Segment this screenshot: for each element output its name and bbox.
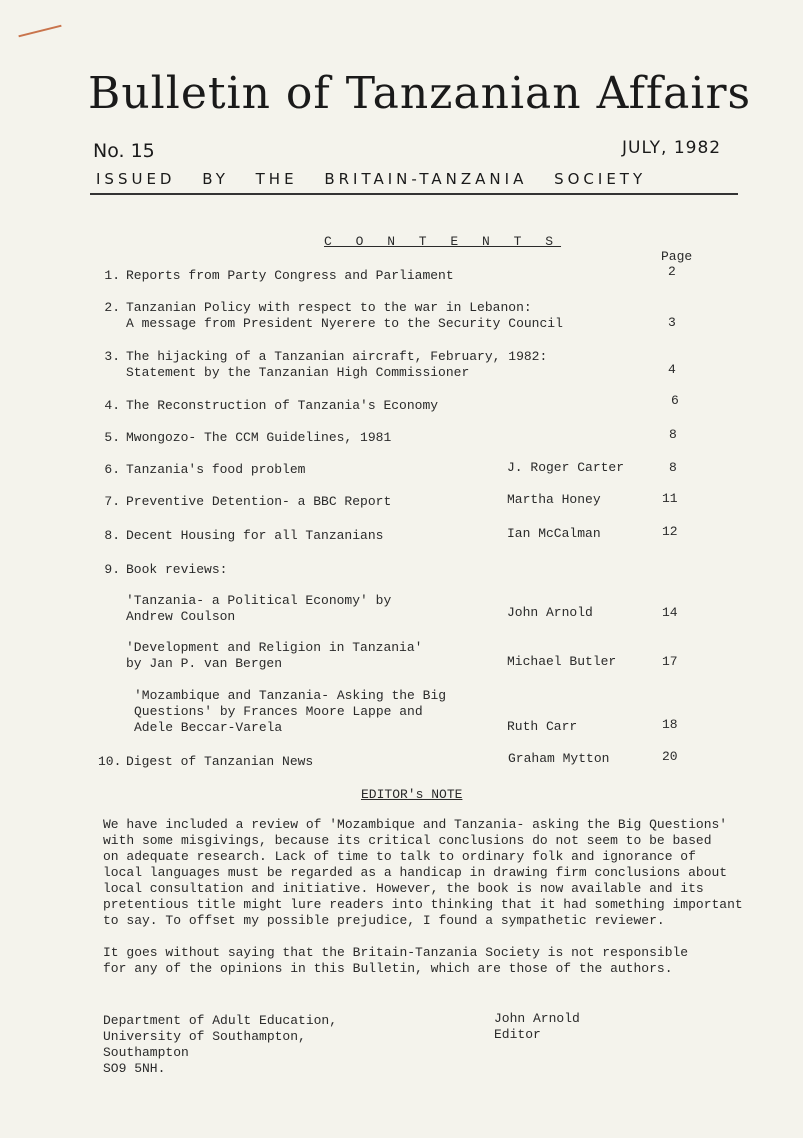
editors-note-paragraph: It goes without saying that the Britain-Tanzania Society is not responsible for any of the opinions in this Bulletin, which are those of the authors. (103, 945, 689, 976)
toc-author: Ruth Carr (507, 719, 578, 734)
toc-number: 6. (104, 462, 120, 477)
toc-author: Martha Honey (507, 492, 601, 507)
toc-author: Ian McCalman (507, 526, 601, 541)
toc-title: Preventive Detention- a BBC Report (126, 494, 392, 509)
toc-number: 9. (104, 562, 120, 577)
editors-note-paragraph: We have included a review of 'Mozambique and Tanzania- asking the Big Questions' with some misgivings, because its critical conclusions do not seem to be based on adequate research. Lack of time to talk to ordinary folk and ignorance of local languages must be regarded as a handicap in drawing firm conclusions about local consultation and initiative. However, the book is now available and its pretentious title might lure readers into thinking that it had something important to say. To offset my possible prejudice, I found a sympathetic reviewer. (103, 817, 743, 928)
toc-title: 'Tanzania- a Political Economy' by Andrew Coulson (126, 593, 392, 624)
toc-title: 'Mozambique and Tanzania- Asking the Big Questions' by Frances Moore Lappe and Adele Beccar-Varela (134, 688, 447, 735)
toc-page-number: 3 (668, 315, 676, 330)
toc-title: Digest of Tanzanian News (126, 754, 314, 769)
toc-page-number: 6 (671, 393, 679, 408)
masthead-title: Bulletin of Tanzanian Affairs (88, 68, 752, 119)
toc-title: Reports from Party Congress and Parliament (126, 268, 454, 283)
toc-page-number: 4 (668, 362, 676, 377)
toc-page-number: 20 (662, 749, 678, 764)
toc-page-number: 14 (662, 605, 678, 620)
toc-title: Tanzania's food problem (126, 462, 306, 477)
toc-number: 2. (104, 300, 120, 315)
toc-title: Mwongozo- The CCM Guidelines, 1981 (126, 430, 392, 445)
toc-title: Book reviews: (126, 562, 228, 577)
pen-mark (18, 25, 61, 38)
issued-by-line: ISSUED BY THE BRITAIN-TANZANIA SOCIETY (96, 170, 647, 188)
editor-signature: John Arnold Editor (494, 1011, 580, 1042)
issue-number: No. 15 (93, 140, 155, 162)
toc-page-number: 18 (662, 717, 678, 732)
toc-author: John Arnold (507, 605, 593, 620)
toc-title: The hijacking of a Tanzanian aircraft, February, 1982: Statement by the Tanzanian High Commissioner (126, 349, 548, 380)
toc-page-number: 8 (669, 427, 677, 442)
toc-title: 'Development and Religion in Tanzania' by Jan P. van Bergen (126, 640, 423, 671)
toc-author: Michael Butler (507, 654, 617, 669)
issue-date: JULY, 1982 (622, 138, 722, 158)
toc-number: 1. (104, 268, 120, 283)
toc-page-number: 8 (669, 460, 677, 475)
page-column-heading: Page (661, 249, 693, 264)
toc-page-number: 17 (662, 654, 678, 669)
toc-number: 3. (104, 349, 120, 364)
toc-number: 8. (104, 528, 120, 543)
contents-heading: C O N T E N T S (324, 234, 562, 249)
toc-author: J. Roger Carter (507, 460, 625, 475)
toc-title: Tanzanian Policy with respect to the war in Lebanon: A message from President Nyerere to the Security Council (126, 300, 563, 331)
editors-note-heading: EDITOR's NOTE (361, 787, 463, 802)
toc-number: 7. (104, 494, 120, 509)
toc-number: 5. (104, 430, 120, 445)
toc-page-number: 12 (662, 524, 678, 539)
toc-number: 10. (98, 754, 122, 769)
editor-address: Department of Adult Education, University of Southampton, Southampton SO9 5NH. (103, 1013, 338, 1076)
toc-page-number: 2 (668, 264, 676, 279)
toc-title: Decent Housing for all Tanzanians (126, 528, 384, 543)
toc-title: The Reconstruction of Tanzania's Economy (126, 398, 439, 413)
masthead-rule (90, 193, 738, 195)
toc-page-number: 11 (662, 491, 678, 506)
toc-author: Graham Mytton (508, 751, 610, 766)
toc-number: 4. (104, 398, 120, 413)
